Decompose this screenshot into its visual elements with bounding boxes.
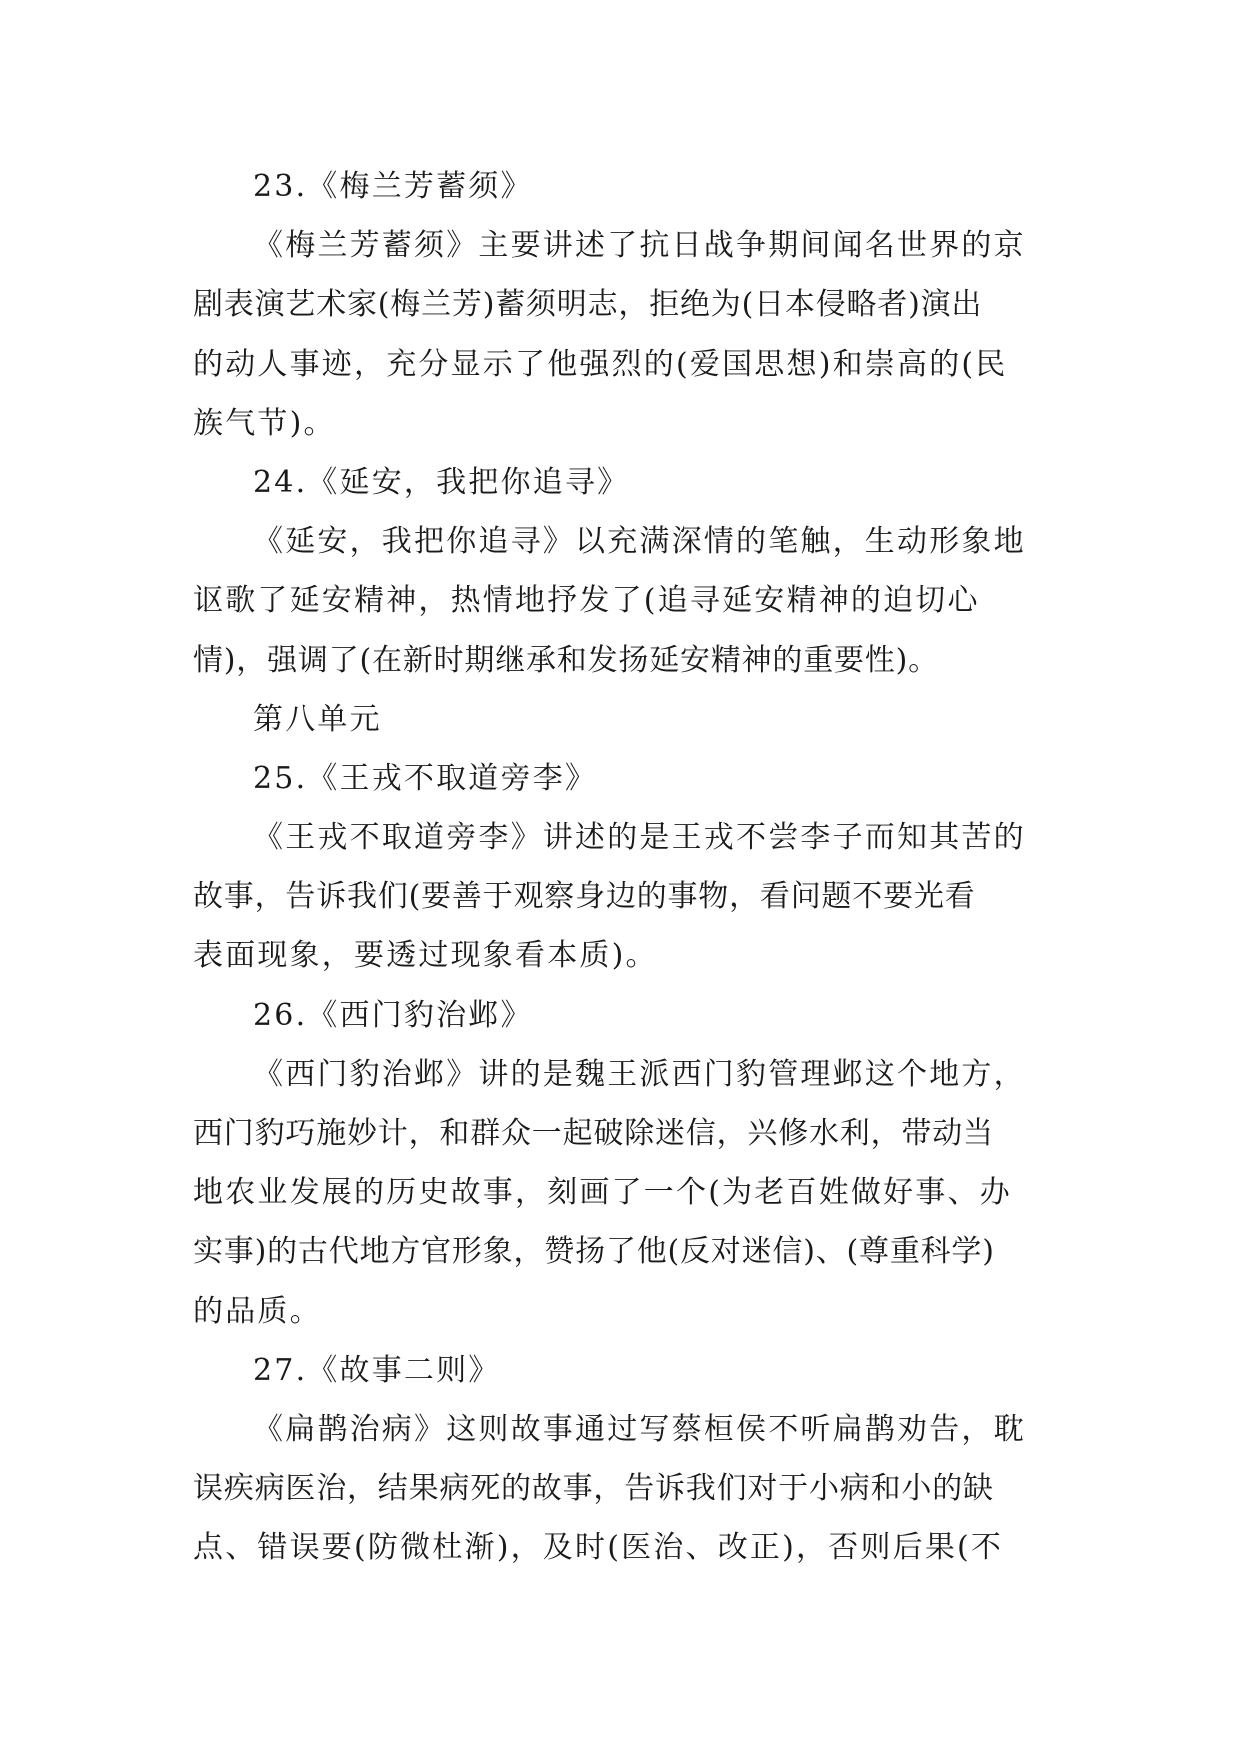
paragraph-line: 《延安，我把你追寻》以充满深情的笔触，生动形象地 bbox=[253, 524, 1026, 560]
paragraph-line: 剧表演艺术家(梅兰芳)蓄须明志，拒绝为(日本侵略者)演出 bbox=[193, 287, 983, 323]
paragraph-line: 情)，强调了(在新时期继承和发扬延安精神的重要性)。 bbox=[193, 642, 939, 678]
heading-26: 26.《西门豹治邺》 bbox=[253, 997, 533, 1033]
paragraph-line: 《扁鹊治病》这则故事通过写蔡桓侯不听扁鹊劝告，耽 bbox=[253, 1411, 1026, 1447]
paragraph-line: 表面现象，要透过现象看本质)。 bbox=[193, 938, 658, 974]
heading-23: 23.《梅兰芳蓄须》 bbox=[253, 169, 533, 204]
paragraph-line: 西门豹巧施妙计，和群众一起破除迷信，兴修水利，带动当 bbox=[193, 1116, 994, 1151]
unit-heading: 第八单元 bbox=[253, 701, 382, 737]
paragraph-line: 的动人事迹，充分显示了他强烈的(爱国思想)和崇高的(民 bbox=[193, 346, 1008, 382]
paragraph-line: 误疾病医治，结果病死的故事，告诉我们对于小病和小的缺 bbox=[193, 1471, 994, 1507]
paragraph-line: 《西门豹治邺》讲的是魏王派西门豹管理邺这个地方， bbox=[253, 1056, 1026, 1092]
heading-24: 24.《延安，我把你追寻》 bbox=[253, 464, 630, 500]
paragraph-line: 点、错误要(防微杜渐)，及时(医治、改正)，否则后果(不 bbox=[193, 1530, 1004, 1566]
paragraph-line: 实事)的古代地方官形象，赞扬了他(反对迷信)、(尊重科学) bbox=[193, 1234, 995, 1270]
paragraph-line: 故事，告诉我们(要善于观察身边的事物，看问题不要光看 bbox=[193, 879, 976, 915]
paragraph-line: 《梅兰芳蓄须》主要讲述了抗日战争期间闻名世界的京 bbox=[253, 228, 1026, 264]
paragraph-line: 《王戎不取道旁李》讲述的是王戎不尝李子而知其苦的 bbox=[253, 820, 1026, 856]
heading-27: 27.《故事二则》 bbox=[253, 1352, 501, 1388]
document-body bbox=[193, 157, 1055, 1578]
paragraph-line: 地农业发展的历史故事，刻画了一个(为老百姓做好事、办 bbox=[193, 1175, 1012, 1211]
paragraph-line: 族气节)。 bbox=[193, 405, 336, 441]
heading-25: 25.《王戎不取道旁李》 bbox=[253, 760, 598, 796]
paragraph-line: 讴歌了延安精神，热情地抒发了(追寻延安精神的迫切心 bbox=[193, 583, 980, 619]
paragraph-line: 的品质。 bbox=[193, 1293, 322, 1329]
